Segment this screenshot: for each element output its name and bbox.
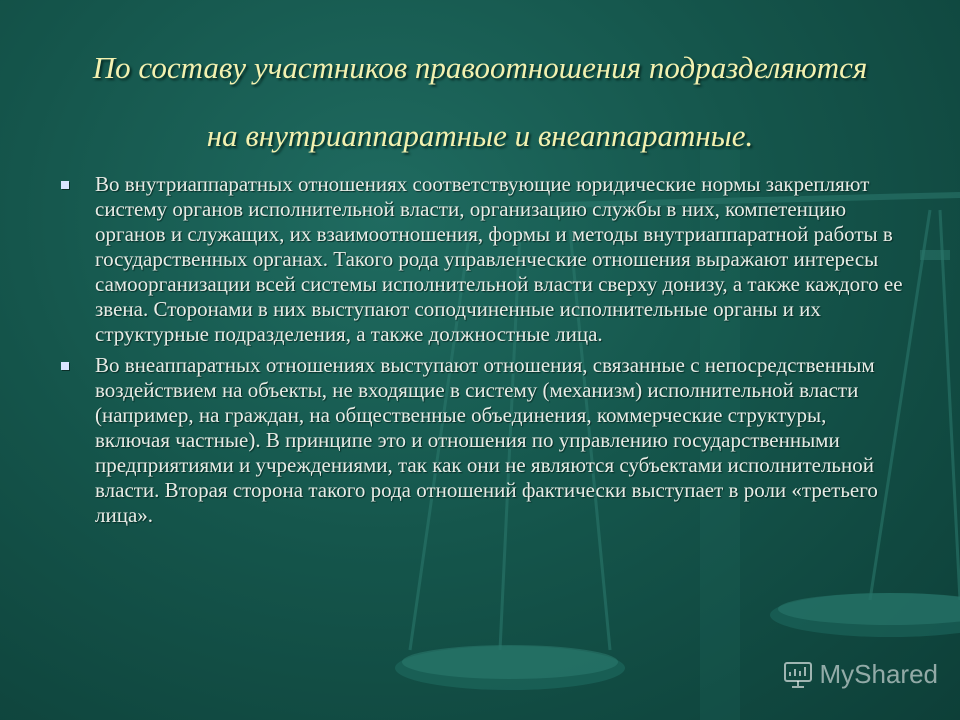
bullet-list bbox=[55, 172, 905, 534]
bullet-text: Во внеаппаратных отношениях выступают отношения, связанные с непосредственным воздействием на объекты, не входящие в систему (механизм) исполнительной власти (например, на граждан, на общественные объединения, коммерческие структуры, включая частные). В принципе это и отношения по управлению государственными предприятиями и учреждениями, так как они не являются субъектами исполнительной власти. Вторая сторона такого рода отношений фактически выступает в роли «третьего лица». bbox=[95, 353, 878, 527]
title-line-2: на внутриаппаратные и внеаппаратные. bbox=[206, 118, 754, 153]
bullet-item-internal bbox=[55, 172, 905, 347]
square-bullet-icon bbox=[61, 362, 69, 370]
watermark-text: MyShared bbox=[819, 659, 938, 689]
myshared-watermark bbox=[782, 659, 939, 690]
bullet-item-external bbox=[55, 353, 905, 528]
title-line-1: По составу участников правоотношения подразделяются bbox=[92, 50, 868, 85]
square-bullet-icon bbox=[61, 181, 69, 189]
bullet-text: Во внутриаппаратных отношениях соответствующие юридические нормы закрепляют систему органов исполнительной власти, организацию службы в них, компетенцию органов и служащих, их взаимоотношения, формы и методы внутриаппаратной работы в государственных органах. Такого рода управленческие отношения выражают интересы самоорганизации всей системы исполнительной власти сверху донизу, а также каждого ее звена. Сторонами в них выступают соподчиненные исполнительные органы и их структурные подразделения, а также должностные лица. bbox=[95, 172, 903, 346]
presentation-board-icon bbox=[782, 660, 814, 690]
slide-title bbox=[40, 34, 920, 170]
